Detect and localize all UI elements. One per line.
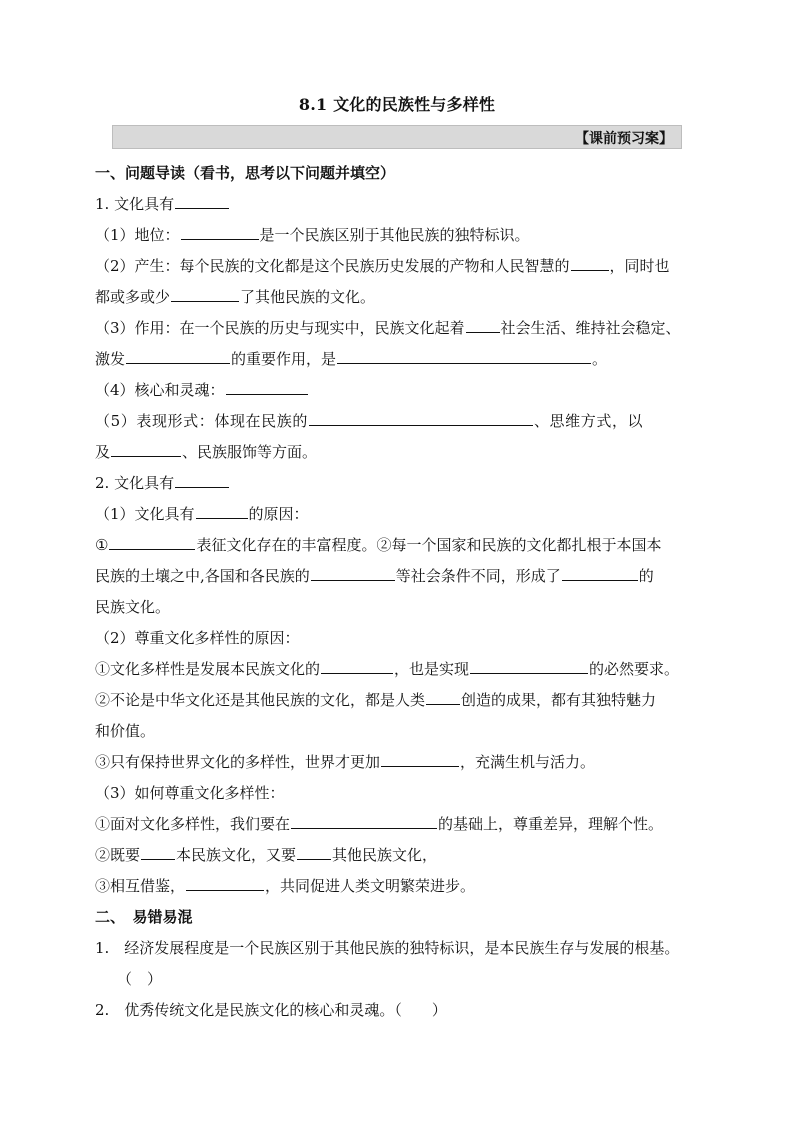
- question-1-3-b-prefix: 激发: [95, 350, 126, 368]
- question-2-3-line-b: [95, 840, 705, 871]
- question-2-3-b-suffix: 其他民族文化，: [332, 846, 438, 864]
- blank-field[interactable]: [321, 657, 393, 674]
- blank-field[interactable]: [226, 378, 308, 395]
- question-2-3-c-suffix: ，共同促进人类文明繁荣进步。: [265, 877, 476, 895]
- question-2-1-line-b: [95, 561, 705, 592]
- question-2-1-b-middle: 等社会条件不同，形成了: [395, 567, 561, 585]
- page-title: 8.1 文化的民族性与多样性: [298, 95, 496, 114]
- question-2-2-b-prefix: ②不论是中华文化还是其他民族的文化，都是人类: [95, 691, 426, 709]
- question-1-3-line-a: [95, 313, 705, 344]
- question-2-1-b-suffix: 的: [638, 567, 654, 585]
- question-1-title-text: 1. 文化具有: [95, 195, 175, 213]
- question-1-1-suffix: 是一个民族区别于其他民族的独特标识。: [259, 226, 530, 244]
- question-1-3-b-suffix: 。: [592, 350, 608, 368]
- blank-field[interactable]: [311, 564, 395, 581]
- error-item-1-line-b: （ ）: [117, 970, 163, 988]
- question-1-4-prefix: （4）核心和灵魂：: [95, 381, 225, 399]
- worksheet-content: [95, 158, 705, 1026]
- question-2-title: [95, 468, 705, 499]
- blank-field[interactable]: [381, 750, 459, 767]
- question-2-3-title: （3）如何尊重文化多样性：: [95, 784, 285, 802]
- question-2-3-line-a: [95, 809, 705, 840]
- question-2-2-d-prefix: ③只有保持世界文化的多样性，世界才更加: [95, 753, 381, 771]
- question-1-title: [95, 189, 705, 220]
- blank-field[interactable]: [297, 843, 331, 860]
- question-1-1-line: [95, 220, 705, 251]
- question-1-4-line: [95, 375, 705, 406]
- blank-field[interactable]: [126, 347, 230, 364]
- question-2-1-b-prefix: 民族的土壤之中,各国和各民族的: [95, 567, 310, 585]
- question-1-3-prefix: （3）作用：在一个民族的历史与现实中，民族文化起着: [95, 319, 465, 337]
- blank-field[interactable]: [141, 843, 175, 860]
- question-1-5-b-suffix: 、民族服饰等方面。: [182, 443, 318, 461]
- question-2-3-b-prefix: ②既要: [95, 846, 141, 864]
- question-1-1-prefix: （1）地位：: [95, 226, 180, 244]
- question-2-3-c-prefix: ③相互借鉴，: [95, 877, 186, 895]
- question-2-2-a-middle: ，也是实现: [394, 660, 470, 678]
- question-2-2-line-c: 和价值。: [95, 722, 156, 740]
- section-heading-errors: 二、 易错易混: [95, 908, 193, 926]
- question-2-1-a-suffix: 表征文化存在的丰富程度。②每一个国家和民族的文化都扎根于本国本: [196, 536, 662, 554]
- question-2-3-a-prefix: ①面对文化多样性，我们要在: [95, 815, 291, 833]
- question-1-3-line-b: [95, 344, 705, 375]
- blank-field[interactable]: [571, 254, 609, 271]
- question-2-2-line-b: [95, 685, 705, 716]
- question-2-2-line-a: [95, 654, 705, 685]
- question-1-3-b-middle: 的重要作用，是: [231, 350, 337, 368]
- blank-field[interactable]: [181, 223, 259, 240]
- blank-field[interactable]: [111, 440, 181, 457]
- question-1-5-b-prefix: 及: [95, 443, 111, 461]
- preview-banner: [112, 125, 682, 149]
- question-1-2-line-a: [95, 251, 705, 282]
- question-2-1-line: [95, 499, 705, 530]
- blank-field[interactable]: [337, 347, 591, 364]
- question-2-3-a-suffix: 的基础上，尊重差异，理解个性。: [438, 815, 664, 833]
- question-1-5-prefix: （5）表现形式：体现在民族的: [95, 412, 308, 430]
- question-2-2-line-d: [95, 747, 705, 778]
- blank-field[interactable]: [196, 502, 248, 519]
- question-2-2-d-suffix: ，充满生机与活力。: [460, 753, 596, 771]
- question-1-2-line-b: [95, 282, 705, 313]
- section-heading-questions: 一、问题导读（看书，思考以下问题并填空）: [95, 164, 396, 182]
- question-1-2-prefix: （2）产生：每个民族的文化都是这个民族历史发展的产物和人民智慧的: [95, 257, 570, 275]
- question-1-3-suffix: 社会生活、维持社会稳定、: [500, 319, 681, 337]
- question-1-2-b-prefix: 都或多或少: [95, 288, 171, 306]
- question-2-1-line-c: 民族文化。: [95, 598, 171, 616]
- blank-field[interactable]: [171, 285, 239, 302]
- question-2-title-text: 2. 文化具有: [95, 474, 175, 492]
- question-2-3-b-middle: 本民族文化，又要: [176, 846, 297, 864]
- blank-field[interactable]: [466, 316, 500, 333]
- question-2-1-a-prefix: ①: [95, 536, 109, 554]
- question-2-2-b-suffix: 创造的成果，都有其独特魅力: [461, 691, 657, 709]
- question-2-1-prefix: （1）文化具有: [95, 505, 195, 523]
- question-2-2-a-suffix: 的必然要求。: [589, 660, 680, 678]
- blank-field[interactable]: [291, 812, 437, 829]
- question-2-1-suffix: 的原因：: [248, 505, 309, 523]
- blank-field[interactable]: [175, 192, 229, 209]
- question-2-1-line-a: [95, 530, 705, 561]
- error-item-1-line-a: 1. 经济发展程度是一个民族区别于其他民族的独特标识，是本民族生存与发展的根基。: [95, 939, 680, 957]
- blank-field[interactable]: [109, 533, 195, 550]
- banner-label: 【课前预习案】: [575, 131, 673, 147]
- blank-field[interactable]: [470, 657, 588, 674]
- question-1-5-line-a: [95, 406, 705, 437]
- question-2-3-line-c: [95, 871, 705, 902]
- question-1-5-line-b: [95, 437, 705, 468]
- error-item-2-line: 2. 优秀传统文化是民族文化的核心和灵魂。（ ）: [95, 1001, 447, 1019]
- blank-field[interactable]: [562, 564, 638, 581]
- question-2-2-a-prefix: ①文化多样性是发展本民族文化的: [95, 660, 321, 678]
- blank-field[interactable]: [426, 688, 460, 705]
- question-1-5-suffix: 、思维方式，以: [533, 412, 644, 430]
- question-2-2-title: （2）尊重文化多样性的原因：: [95, 629, 300, 647]
- blank-field[interactable]: [309, 409, 533, 426]
- question-1-2-b-suffix: 了其他民族的文化。: [240, 288, 376, 306]
- question-1-2-suffix: ，同时也: [609, 257, 670, 275]
- blank-field[interactable]: [186, 874, 264, 891]
- blank-field[interactable]: [175, 471, 229, 488]
